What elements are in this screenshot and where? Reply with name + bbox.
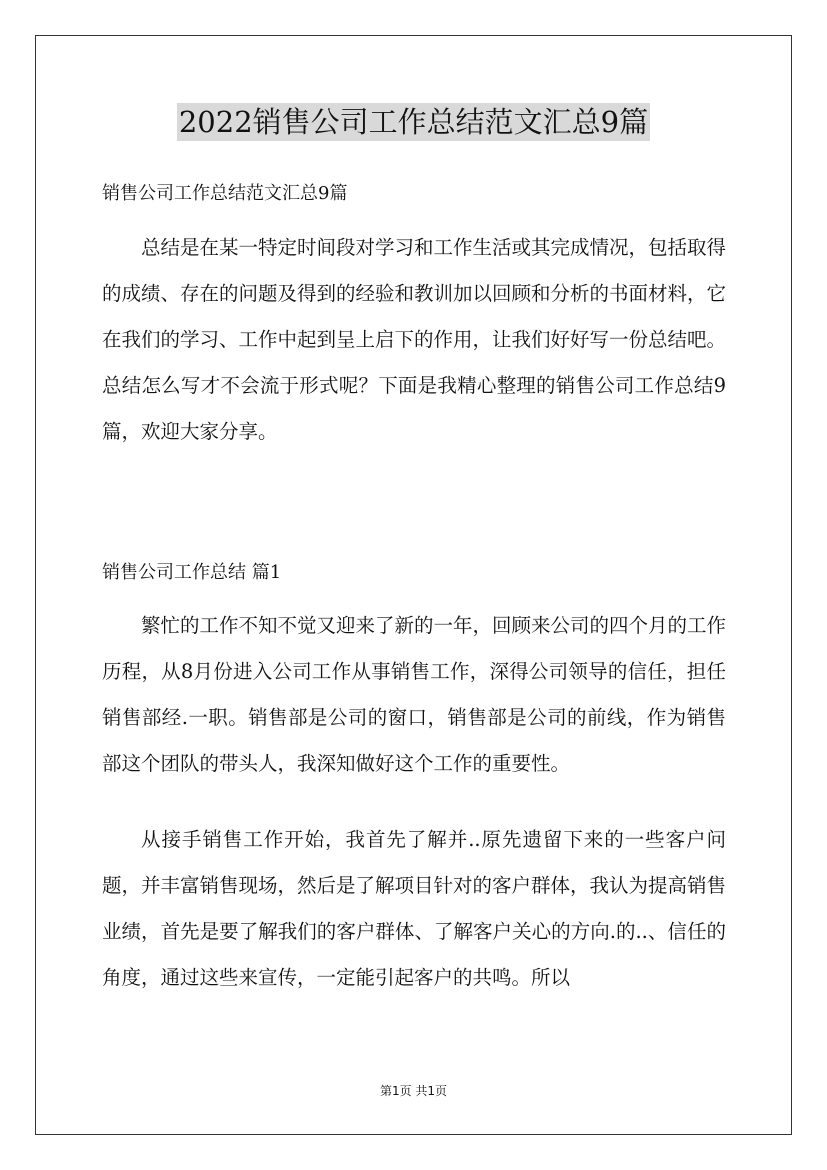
title-container — [0, 103, 827, 141]
page-footer: 第1页 共1页 — [379, 1084, 448, 1098]
body-paragraph-2: 从接手销售工作开始，我首先了解并..原先遗留下来的一些客户问题，并丰富销售现场，然后是了解项目针对的客户群体，我认为提高销售业绩，首先是要了解我们的客户群体、了解客户关心的方向.的..、信任的角度，通过这些来宣传，一定能引起客户的共鸣。所以 — [102, 828, 727, 989]
section-heading: 销售公司工作总结 篇1 — [102, 562, 282, 583]
document-title: 2022销售公司工作总结范文汇总9篇 — [178, 105, 649, 139]
body-paragraph-1: 繁忙的工作不知不觉又迎来了新的一年，回顾来公司的四个月的工作历程，从8月份进入公司工作从事销售工作，深得公司领导的信任，担任销售部经.一职。销售部是公司的窗口，销售部是公司的前线，作为销售部这个团队的带头人，我深知做好这个工作的重要性。 — [102, 614, 727, 775]
document-subtitle: 销售公司工作总结范文汇总9篇 — [102, 183, 348, 204]
intro-paragraph: 总结是在某一特定时间段对学习和工作生活或其完成情况，包括取得的成绩、存在的问题及得到的经验和教训加以回顾和分析的书面材料，它在我们的学习、工作中起到呈上启下的作用，让我们好好写一份总结吧。总结怎么写才不会流于形式呢？下面是我精心整理的销售公司工作总结9篇，欢迎大家分享。 — [102, 236, 727, 443]
